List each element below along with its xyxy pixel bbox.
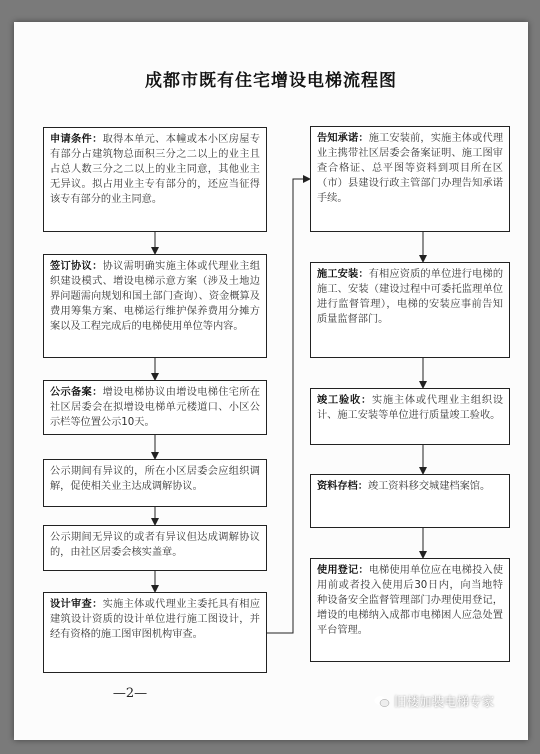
- step-text: 取得本单元、本幢或本小区房屋专有部分占建筑物总面积三分之二以上的业主且占总人数三分之二以上的业主同意，其他业主无异议。拟占用业主专有部分的，还应当征得该专有部分的业主同意。: [50, 134, 261, 205]
- step-no-objection-seal: [43, 525, 267, 571]
- step-text: 公示期间有异议的，所在小区居委会应组织调解，促使相关业主达成调解协议。: [50, 466, 260, 492]
- step-label: 使用登记：: [317, 565, 369, 576]
- step-completion-acceptance: [310, 388, 510, 445]
- step-text: 竣工资料移交城建档案馆。: [367, 481, 491, 492]
- step-sign-agreement: [43, 254, 267, 358]
- step-text: 电梯使用单位应在电梯投入使用前或者投入使用后30日内，向当地特种设备安全监督管理部门办理使用登记，增设的电梯纳入成都市电梯困人应急处置平台管理。: [317, 565, 504, 636]
- step-construction-installation: [310, 262, 510, 358]
- wechat-icon: [374, 695, 390, 708]
- step-usage-registration: [310, 558, 510, 662]
- step-application-conditions: [43, 127, 267, 232]
- page-number: —2—: [112, 686, 148, 701]
- document-page: [14, 22, 528, 740]
- step-text: 协议需明确实施主体或代理业主组织建设模式、增设电梯示意方案（涉及土地边界问题需向规划和国土部门查询）、资金概算及费用筹集方案、电梯运行维护保养费用分摊方案以及工程完成后的电梯使用单位等内容。: [50, 261, 261, 332]
- step-text: 公示期间无异议的或者有异议但达成调解协议的，由社区居委会核实盖章。: [50, 532, 260, 558]
- watermark-text: 旧楼加装电梯专家: [394, 694, 495, 709]
- step-label: 施工安装：: [317, 269, 369, 280]
- step-text: 实施主体或代理业主委托具有相应建筑设计资质的设计单位进行施工图设计，并经有资格的施工图审图机构审查。: [50, 599, 261, 640]
- step-objection-mediation: [43, 459, 267, 507]
- step-label: 资料存档：: [317, 481, 368, 492]
- step-text: 有相应资质的单位进行电梯的施工、安装（建设过程中可委托监理单位进行监督管理），电梯的安装应事前告知质量监督部门。: [317, 269, 504, 325]
- step-label: 签订协议：: [50, 261, 103, 272]
- step-label: 告知承诺：: [317, 133, 369, 144]
- step-public-filing: [43, 380, 267, 435]
- step-text: 实施主体或代理业主组织设计、施工安装等单位进行质量竣工验收。: [317, 395, 504, 421]
- step-label: 设计审查：: [50, 599, 103, 610]
- step-notification-commitment: [310, 126, 510, 232]
- step-label: 公示备案：: [50, 387, 103, 398]
- step-label: 竣工验收：: [317, 395, 372, 406]
- step-design-review: [43, 592, 267, 673]
- arrow-l6-r1: [267, 179, 310, 633]
- page-title: 成都市既有住宅增设电梯流程图: [145, 71, 397, 91]
- watermark: [374, 692, 494, 710]
- step-document-archiving: [310, 474, 510, 528]
- step-text: 施工安装前，实施主体或代理业主携带社区居委会备案证明、施工图审查合格证、总平图等资料到项目所在区（市）县建设行政主管部门办理告知承诺手续。: [317, 133, 504, 204]
- step-text: 增设电梯协议由增设电梯住宅所在社区居委会在拟增设电梯单元楼道口、小区公示栏等位置公示10天。: [50, 387, 261, 428]
- step-label: 申请条件：: [50, 134, 103, 145]
